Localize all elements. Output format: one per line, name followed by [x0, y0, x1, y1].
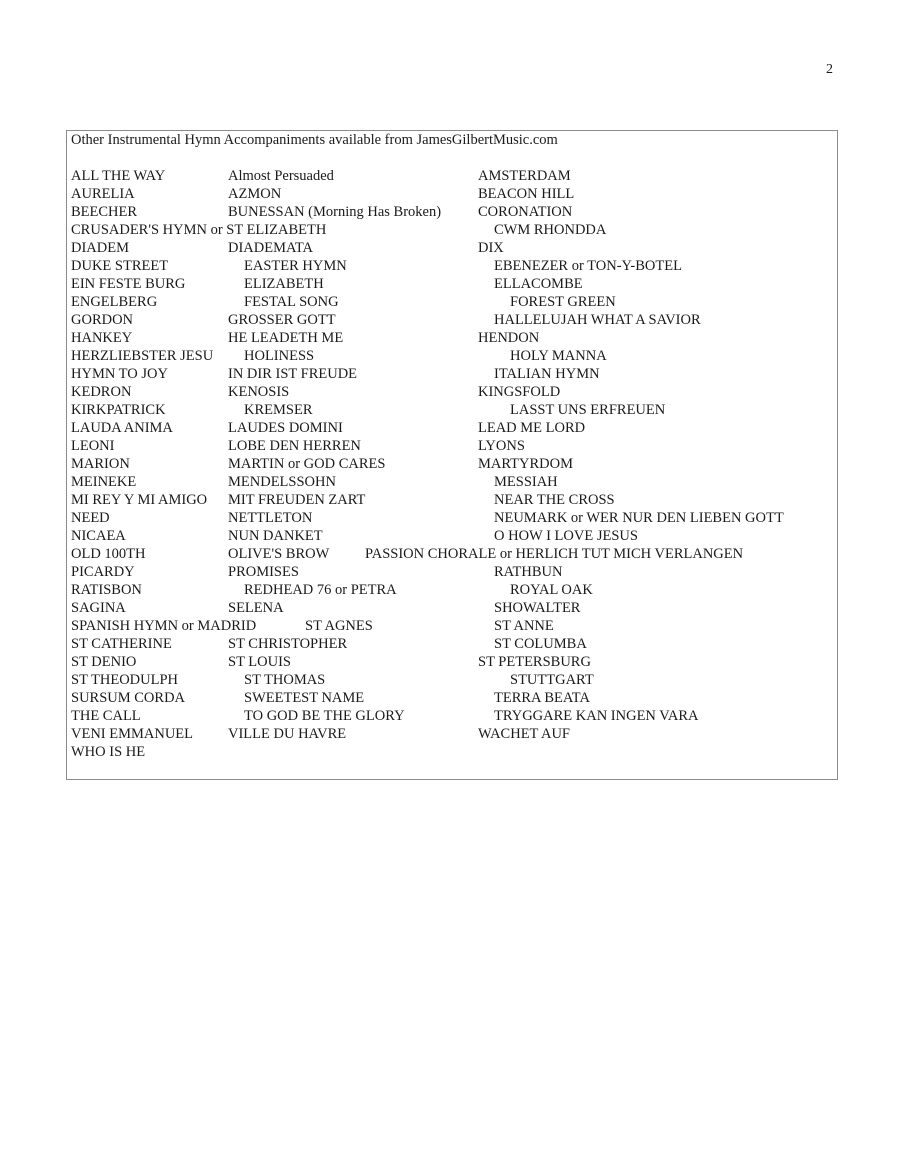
list-item: [67, 689, 837, 707]
hymn-title: DUKE STREET: [71, 258, 169, 274]
hymn-title: ST DENIO: [71, 654, 137, 670]
hymn-title: BEECHER: [71, 204, 138, 220]
list-item: [67, 221, 837, 239]
hymn-title: IN DIR IST FREUDE: [228, 366, 358, 382]
hymn-title: MESSIAH: [494, 474, 558, 490]
hymn-title: ST AGNES: [305, 618, 373, 634]
list-item: [67, 545, 837, 563]
list-item: [67, 293, 837, 311]
list-item: [67, 365, 837, 383]
list-item: [67, 617, 837, 635]
hymn-title: HYMN TO JOY: [71, 366, 168, 382]
page-number: 2: [826, 62, 833, 77]
hymn-title: ST THOMAS: [244, 672, 326, 688]
hymn-title: LOBE DEN HERREN: [228, 438, 361, 454]
hymn-title: DIADEMATA: [228, 240, 314, 256]
hymn-title: LEAD ME LORD: [478, 420, 586, 436]
hymn-title: MARION: [71, 456, 130, 472]
hymn-title: RATISBON: [71, 582, 142, 598]
hymn-title: ST CHRISTOPHER: [228, 636, 348, 652]
hymn-title: PASSION CHORALE or HERLICH TUT MICH VERLANGEN: [365, 546, 744, 562]
hymn-title: LEONI: [71, 438, 115, 454]
hymn-title: GROSSER GOTT: [228, 312, 336, 328]
hymn-title: MARTYRDOM: [478, 456, 574, 472]
hymn-title: DIADEM: [71, 240, 129, 256]
hymn-title: VILLE DU HAVRE: [228, 726, 347, 742]
hymn-title: SELENA: [228, 600, 284, 616]
hymn-title: HOLY MANNA: [510, 348, 607, 364]
hymn-title: HE LEADETH ME: [228, 330, 344, 346]
hymn-title: AZMON: [228, 186, 282, 202]
hymn-title: ST PETERSBURG: [478, 654, 591, 670]
hymn-title: NICAEA: [71, 528, 126, 544]
list-item: [67, 491, 837, 509]
hymn-title: MIT FREUDEN ZART: [228, 492, 366, 508]
hymn-title: PROMISES: [228, 564, 299, 580]
hymn-title: CWM RHONDDA: [494, 222, 607, 238]
hymn-list: [67, 167, 837, 761]
list-item: [67, 383, 837, 401]
list-item: [67, 239, 837, 257]
hymn-title: AMSTERDAM: [478, 168, 571, 184]
hymn-title: REDHEAD 76 or PETRA: [244, 582, 397, 598]
list-item: [67, 401, 837, 419]
hymn-title: RATHBUN: [494, 564, 563, 580]
hymn-title: WHO IS HE: [71, 744, 146, 760]
hymn-title: ROYAL OAK: [510, 582, 593, 598]
hymn-title: ELLACOMBE: [494, 276, 583, 292]
hymn-title: VENI EMMANUEL: [71, 726, 194, 742]
list-item: [67, 203, 837, 221]
hymn-title: MEINEKE: [71, 474, 137, 490]
hymn-title: NEAR THE CROSS: [494, 492, 615, 508]
hymn-title: TRYGGARE KAN INGEN VARA: [494, 708, 699, 724]
list-item: [67, 509, 837, 527]
hymn-title: HERZLIEBSTER JESU: [71, 348, 214, 364]
hymn-title: OLIVE'S BROW: [228, 546, 330, 562]
hymn-title: EBENEZER or TON-Y-BOTEL: [494, 258, 682, 274]
list-item: [67, 257, 837, 275]
hymn-title: SHOWALTER: [494, 600, 581, 616]
hymn-title: BUNESSAN (Morning Has Broken): [228, 204, 442, 220]
box-heading: Other Instrumental Hymn Accompaniments available from JamesGilbertMusic.com: [71, 132, 558, 148]
hymn-title: STUTTGART: [510, 672, 594, 688]
hymn-title: AURELIA: [71, 186, 135, 202]
hymn-title: ALL THE WAY: [71, 168, 166, 184]
list-item: [67, 473, 837, 491]
hymn-title: TO GOD BE THE GLORY: [244, 708, 405, 724]
hymn-title: OLD 100TH: [71, 546, 146, 562]
hymn-title: NEUMARK or WER NUR DEN LIEBEN GOTT: [494, 510, 784, 526]
hymn-title: CORONATION: [478, 204, 573, 220]
hymn-title: LYONS: [478, 438, 525, 454]
list-item: [67, 707, 837, 725]
hymn-title: EASTER HYMN: [244, 258, 347, 274]
hymn-title: HOLINESS: [244, 348, 315, 364]
list-item: [67, 599, 837, 617]
hymn-title: LAUDES DOMINI: [228, 420, 343, 436]
hymn-title: KREMSER: [244, 402, 313, 418]
hymn-title: HALLELUJAH WHAT A SAVIOR: [494, 312, 701, 328]
list-item: [67, 563, 837, 581]
hymn-title: NEED: [71, 510, 110, 526]
hymn-title: LASST UNS ERFREUEN: [510, 402, 666, 418]
hymn-title: MARTIN or GOD CARES: [228, 456, 386, 472]
hymn-title: O HOW I LOVE JESUS: [494, 528, 638, 544]
hymn-title: ENGELBERG: [71, 294, 158, 310]
hymn-title: TERRA BEATA: [494, 690, 590, 706]
hymn-title: SAGINA: [71, 600, 126, 616]
list-item: [67, 311, 837, 329]
list-item: [67, 347, 837, 365]
hymn-title: SWEETEST NAME: [244, 690, 365, 706]
hymn-title: MI REY Y MI AMIGO: [71, 492, 208, 508]
hymn-title: FOREST GREEN: [510, 294, 616, 310]
list-item: [67, 419, 837, 437]
hymn-title: ELIZABETH: [244, 276, 324, 292]
hymn-title: ST ANNE: [494, 618, 554, 634]
list-item: [67, 329, 837, 347]
hymn-title: SPANISH HYMN or MADRID: [71, 618, 257, 634]
hymn-title: CRUSADER'S HYMN or ST ELIZABETH: [71, 222, 327, 238]
hymn-title: HANKEY: [71, 330, 133, 346]
hymn-title: KINGSFOLD: [478, 384, 561, 400]
list-item: [67, 167, 837, 185]
list-item: [67, 635, 837, 653]
list-item: [67, 581, 837, 599]
hymn-title: PICARDY: [71, 564, 135, 580]
hymn-title: LAUDA ANIMA: [71, 420, 173, 436]
hymn-title: ST LOUIS: [228, 654, 291, 670]
list-item: [67, 185, 837, 203]
hymn-title: FESTAL SONG: [244, 294, 339, 310]
hymn-title: EIN FESTE BURG: [71, 276, 186, 292]
list-item: [67, 743, 837, 761]
hymn-title: Almost Persuaded: [228, 168, 334, 184]
hymn-title: NETTLETON: [228, 510, 313, 526]
list-item: [67, 653, 837, 671]
hymn-title: ITALIAN HYMN: [494, 366, 600, 382]
hymn-title: GORDON: [71, 312, 134, 328]
hymn-title: ST THEODULPH: [71, 672, 179, 688]
hymn-title: ST CATHERINE: [71, 636, 172, 652]
list-item: [67, 437, 837, 455]
hymn-title: HENDON: [478, 330, 540, 346]
hymn-title: WACHET AUF: [478, 726, 570, 742]
hymn-title: MENDELSSOHN: [228, 474, 336, 490]
list-item: [67, 455, 837, 473]
list-item: [67, 725, 837, 743]
hymn-title: THE CALL: [71, 708, 141, 724]
hymn-title: KEDRON: [71, 384, 132, 400]
hymn-title: NUN DANKET: [228, 528, 323, 544]
hymn-title: KIRKPATRICK: [71, 402, 166, 418]
list-item: [67, 275, 837, 293]
hymn-title: KENOSIS: [228, 384, 290, 400]
hymn-list-box: [66, 130, 838, 780]
list-item: [67, 671, 837, 689]
hymn-title: BEACON HILL: [478, 186, 575, 202]
list-item: [67, 527, 837, 545]
hymn-title: DIX: [478, 240, 504, 256]
hymn-title: ST COLUMBA: [494, 636, 587, 652]
hymn-title: SURSUM CORDA: [71, 690, 186, 706]
